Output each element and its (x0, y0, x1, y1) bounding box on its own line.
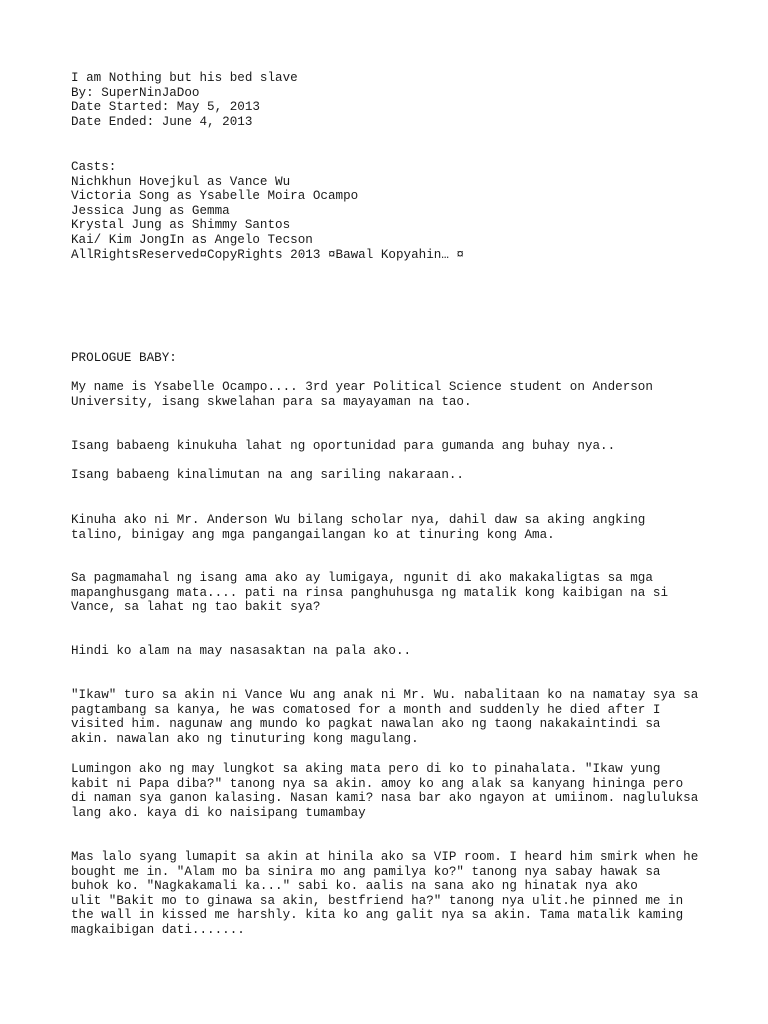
paragraph-line: akin. nawalan ako ng tinuturing kong magulang. (71, 731, 419, 746)
cast-line: Kai/ Kim JongIn as Angelo Tecson (71, 232, 313, 247)
paragraph (71, 571, 668, 615)
paragraph-line: Isang babaeng kinalimutan na ang sariling nakaraan.. (71, 468, 464, 482)
paragraph-line: mapanghusgang mata.... pati na rinsa panghuhusga ng matalik kong kaibigan na si (71, 585, 669, 600)
paragraph-line: "Ikaw" turo sa akin ni Vance Wu ang anak ni Mr. Wu. nabalitaan ko na namatay sya sa (71, 688, 699, 702)
casts-heading: Casts: (71, 160, 117, 174)
paragraph (71, 688, 698, 746)
prologue-heading-block (71, 351, 177, 366)
paragraph (71, 762, 698, 820)
paragraph-line: lang ako. kaya di ko naisipang tumambay (71, 805, 366, 820)
paragraph-line: bought me in. "Alam mo ba sinira mo ang pamilya ko?" tanong nya sabay hawak sa (71, 864, 661, 879)
paragraph-line: buhok ko. "Nagkakamali ka..." sabi ko. aalis na sana ako ng hinatak nya ako (71, 879, 638, 894)
paragraph-line: Lumingon ako ng may lungkot sa aking mata pero di ko to pinahalata. "Ikaw yung (71, 762, 661, 776)
paragraph-line: Vance, sa lahat ng tao bakit sya? (71, 600, 321, 615)
paragraph-line: talino, binigay ang mga pangangailangan ko at tinuring kong Ama. (71, 527, 555, 542)
date-ended: Date Ended: June 4, 2013 (71, 114, 253, 129)
paragraph-line: magkaibigan dati....... (71, 922, 245, 937)
paragraph (71, 850, 698, 938)
paragraph (71, 439, 615, 454)
paragraph-line: visited him. nagunaw ang mundo ko pagkat nawalan ako ng taong nakakaintindi sa (71, 717, 661, 732)
paragraph-line: Kinuha ako ni Mr. Anderson Wu bilang scholar nya, dahil daw sa aking angking (71, 513, 646, 527)
story-author: By: SuperNinJaDoo (71, 85, 200, 100)
paragraph-line: Sa pagmamahal ng isang ama ako ay lumigaya, ngunit di ako makakaligtas sa mga (71, 571, 653, 585)
paragraph-line: Mas lalo syang lumapit sa akin at hinila ako sa VIP room. I heard him smirk when he (71, 850, 699, 864)
paragraph-line: the wall in kissed me harshly. kita ko ang galit nya sa akin. Tama matalik kaming (71, 908, 684, 923)
cast-line: Krystal Jung as Shimmy Santos (71, 218, 291, 233)
cast-line: Victoria Song as Ysabelle Moira Ocampo (71, 189, 359, 204)
paragraph-line: My name is Ysabelle Ocampo.... 3rd year Political Science student on Anderson (71, 380, 653, 394)
paragraph-line: Hindi ko alam na may nasasaktan na pala ako.. (71, 644, 412, 658)
title-block (71, 71, 298, 129)
paragraph-line: University, isang skwelahan para sa mayayaman na tao. (71, 394, 472, 409)
paragraph (71, 468, 464, 483)
cast-line: Nichkhun Hovejkul as Vance Wu (71, 174, 291, 189)
paragraph (71, 380, 653, 409)
paragraph-line: di naman sya ganon kalasing. Nasan kami? nasa bar ako ngayon at umiinom. nagluluksa (71, 791, 699, 806)
paragraph (71, 513, 645, 542)
paragraph-line: pagtambang sa kanya, he was comatosed for a month and suddenly he died after I (71, 702, 661, 717)
copyright-line: AllRightsReserved¤CopyRights 2013 ¤Bawal Kopyahin… ¤ (71, 247, 464, 262)
paragraph-line: kabit ni Papa diba?" tanong nya sa akin. amoy ko ang alak sa kanyang hininga pero (71, 776, 684, 791)
cast-line: Jessica Jung as Gemma (71, 203, 230, 218)
date-started: Date Started: May 5, 2013 (71, 100, 260, 115)
prologue-heading: PROLOGUE BABY: (71, 351, 177, 365)
casts-block (71, 160, 464, 262)
paragraph-line: ulit "Bakit mo to ginawa sa akin, bestfriend ha?" tanong nya ulit.he pinned me in (71, 893, 684, 908)
paragraph (71, 644, 411, 659)
paragraph-line: Isang babaeng kinukuha lahat ng oportunidad para gumanda ang buhay nya.. (71, 439, 616, 453)
story-title: I am Nothing but his bed slave (71, 71, 298, 85)
